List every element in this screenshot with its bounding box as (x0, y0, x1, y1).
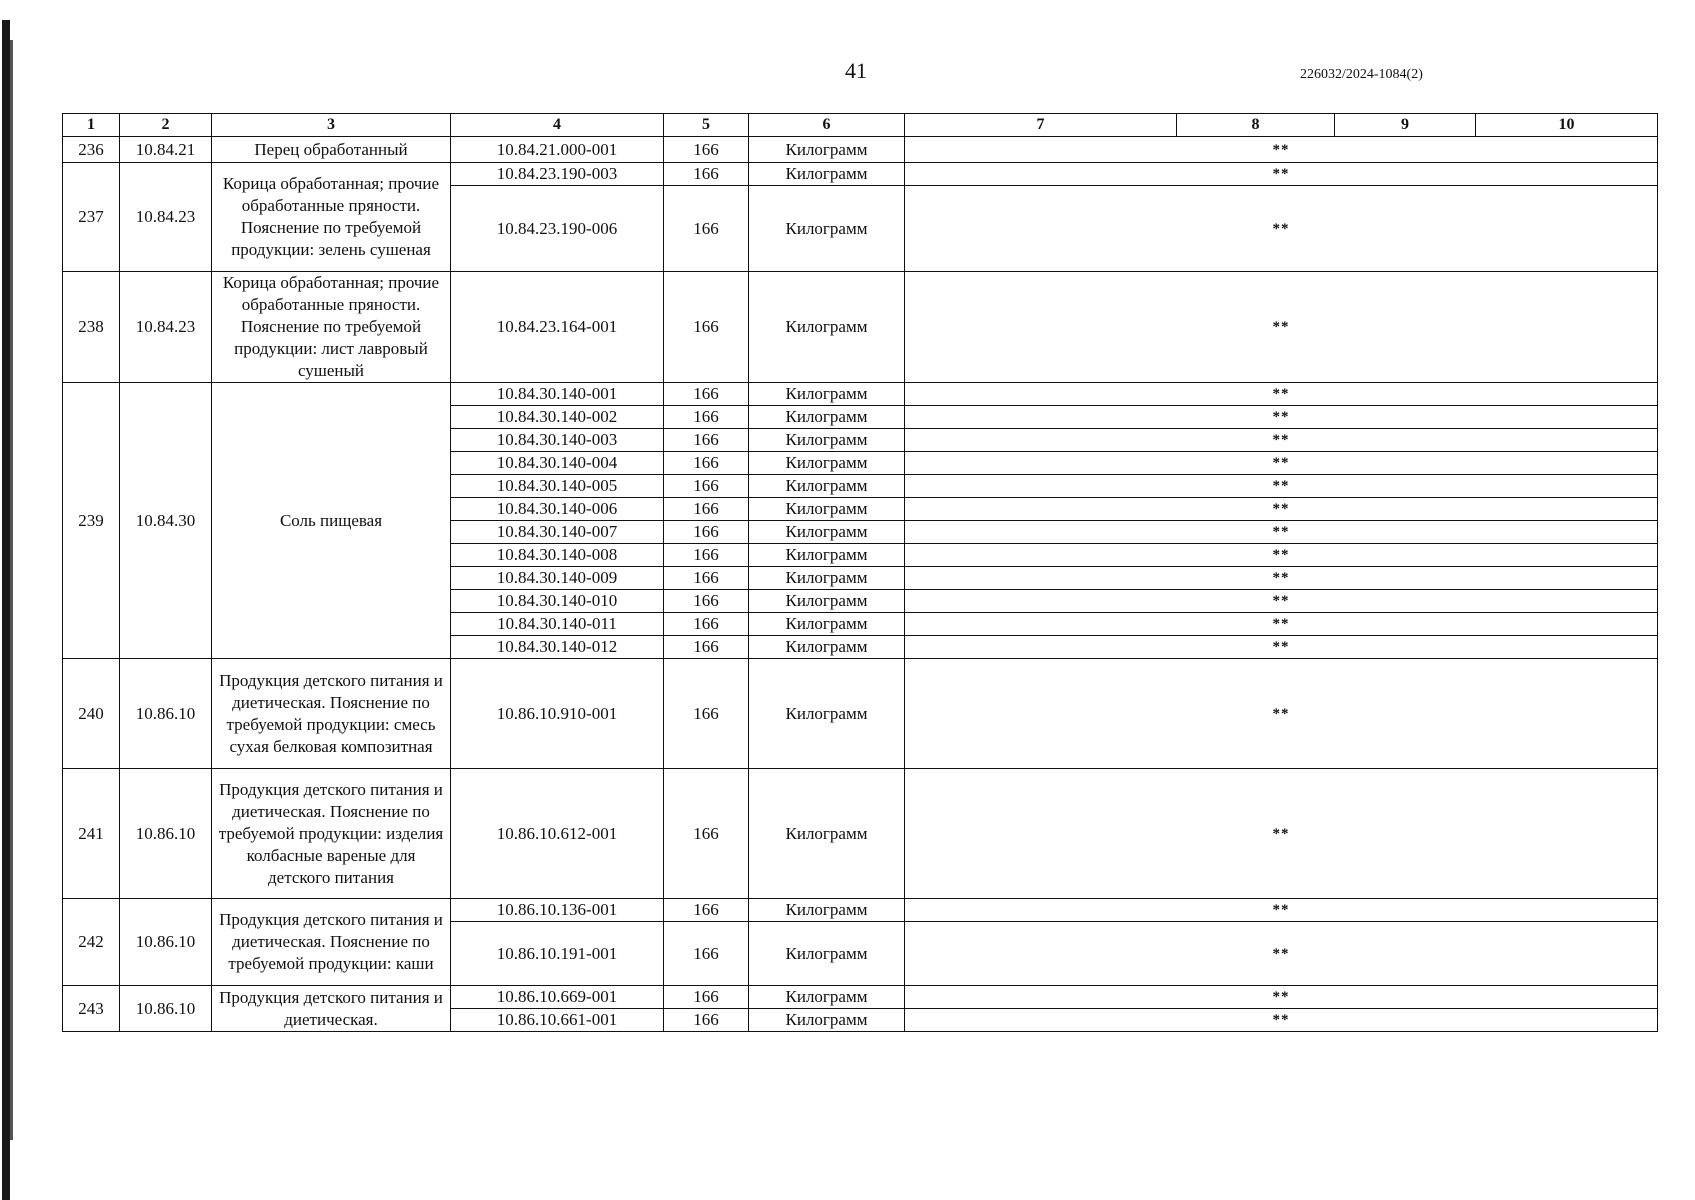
table-row (63, 769, 1658, 899)
row-number: 243 (63, 986, 120, 1032)
scan-edge (2, 20, 10, 1200)
stars-cell: ** (905, 636, 1658, 659)
row-number: 240 (63, 659, 120, 769)
stars-cell: ** (905, 922, 1658, 986)
unit-code: 166 (664, 613, 749, 636)
okpd-code: 10.84.23 (120, 272, 212, 383)
column-header-3: 3 (212, 114, 451, 137)
document-id: 226032/2024-1084(2) (1300, 67, 1423, 82)
column-header-5: 5 (664, 114, 749, 137)
okpd-code: 10.84.23 (120, 163, 212, 272)
product-name: Продукция детского питания и диетическая. Пояснение по требуемой продукции: изделия колбасные вареные для детского питания (212, 769, 451, 899)
ktru-code: 10.86.10.191-001 (451, 922, 664, 986)
unit-code: 166 (664, 986, 749, 1009)
ktru-code: 10.84.21.000-001 (451, 137, 664, 163)
unit-code: 166 (664, 521, 749, 544)
table-row (63, 659, 1658, 769)
stars-cell: ** (905, 769, 1658, 899)
row-number: 239 (63, 383, 120, 659)
table-row (63, 383, 1658, 406)
row-number: 236 (63, 137, 120, 163)
okpd-code: 10.86.10 (120, 899, 212, 986)
ktru-code: 10.84.30.140-008 (451, 544, 664, 567)
column-header-4: 4 (451, 114, 664, 137)
page-number: 41 (845, 58, 867, 83)
unit-name: Килограмм (749, 613, 905, 636)
products-table (62, 113, 1658, 1032)
ktru-code: 10.84.30.140-010 (451, 590, 664, 613)
stars-cell: ** (905, 899, 1658, 922)
unit-name: Килограмм (749, 922, 905, 986)
column-header-6: 6 (749, 114, 905, 137)
unit-code: 166 (664, 163, 749, 186)
stars-cell: ** (905, 498, 1658, 521)
unit-code: 166 (664, 429, 749, 452)
unit-code: 166 (664, 899, 749, 922)
header-row (63, 114, 1658, 137)
ktru-code: 10.84.23.190-006 (451, 186, 664, 272)
unit-code: 166 (664, 475, 749, 498)
stars-cell: ** (905, 544, 1658, 567)
row-number: 237 (63, 163, 120, 272)
unit-code: 166 (664, 922, 749, 986)
unit-name: Килограмм (749, 272, 905, 383)
column-header-8: 8 (1177, 114, 1335, 137)
product-name: Продукция детского питания и диетическая. (212, 986, 451, 1032)
okpd-code: 10.86.10 (120, 986, 212, 1032)
unit-code: 166 (664, 659, 749, 769)
ktru-code: 10.84.30.140-011 (451, 613, 664, 636)
unit-code: 166 (664, 137, 749, 163)
column-header-1: 1 (63, 114, 120, 137)
row-number: 242 (63, 899, 120, 986)
ktru-code: 10.86.10.612-001 (451, 769, 664, 899)
unit-name: Килограмм (749, 498, 905, 521)
column-header-7: 7 (905, 114, 1177, 137)
okpd-code: 10.84.21 (120, 137, 212, 163)
unit-name: Килограмм (749, 636, 905, 659)
table-row (63, 137, 1658, 163)
stars-cell: ** (905, 406, 1658, 429)
unit-name: Килограмм (749, 137, 905, 163)
unit-name: Килограмм (749, 186, 905, 272)
unit-name: Килограмм (749, 769, 905, 899)
ktru-code: 10.84.30.140-012 (451, 636, 664, 659)
unit-name: Килограмм (749, 544, 905, 567)
stars-cell: ** (905, 521, 1658, 544)
ktru-code: 10.86.10.661-001 (451, 1009, 664, 1032)
unit-name: Килограмм (749, 429, 905, 452)
table-row (63, 163, 1658, 186)
unit-code: 166 (664, 769, 749, 899)
stars-cell: ** (905, 272, 1658, 383)
table-row (63, 986, 1658, 1009)
table-header (63, 114, 1658, 137)
ktru-code: 10.86.10.669-001 (451, 986, 664, 1009)
row-number: 238 (63, 272, 120, 383)
unit-name: Килограмм (749, 163, 905, 186)
unit-name: Килограмм (749, 590, 905, 613)
unit-code: 166 (664, 1009, 749, 1032)
unit-name: Килограмм (749, 659, 905, 769)
product-name: Соль пищевая (212, 383, 451, 659)
unit-code: 166 (664, 544, 749, 567)
unit-code: 166 (664, 567, 749, 590)
row-number: 241 (63, 769, 120, 899)
ktru-code: 10.84.30.140-009 (451, 567, 664, 590)
stars-cell: ** (905, 986, 1658, 1009)
stars-cell: ** (905, 452, 1658, 475)
okpd-code: 10.86.10 (120, 769, 212, 899)
unit-code: 166 (664, 452, 749, 475)
stars-cell: ** (905, 186, 1658, 272)
stars-cell: ** (905, 567, 1658, 590)
ktru-code: 10.84.30.140-006 (451, 498, 664, 521)
stars-cell: ** (905, 429, 1658, 452)
ktru-code: 10.84.23.190-003 (451, 163, 664, 186)
scan-edge-shadow (10, 40, 13, 1140)
ktru-code: 10.84.30.140-003 (451, 429, 664, 452)
column-header-9: 9 (1335, 114, 1476, 137)
product-name: Корица обработанная; прочие обработанные пряности. Пояснение по требуемой продукции: зелень сушеная (212, 163, 451, 272)
unit-name: Килограмм (749, 475, 905, 498)
unit-name: Килограмм (749, 521, 905, 544)
unit-name: Килограмм (749, 899, 905, 922)
column-header-2: 2 (120, 114, 212, 137)
stars-cell: ** (905, 475, 1658, 498)
ktru-code: 10.84.30.140-001 (451, 383, 664, 406)
unit-code: 166 (664, 383, 749, 406)
unit-code: 166 (664, 186, 749, 272)
unit-code: 166 (664, 590, 749, 613)
product-name: Перец обработанный (212, 137, 451, 163)
okpd-code: 10.86.10 (120, 659, 212, 769)
stars-cell: ** (905, 383, 1658, 406)
unit-name: Килограмм (749, 452, 905, 475)
unit-name: Килограмм (749, 383, 905, 406)
table-row (63, 899, 1658, 922)
unit-name: Килограмм (749, 986, 905, 1009)
ktru-code: 10.84.30.140-002 (451, 406, 664, 429)
ktru-code: 10.86.10.136-001 (451, 899, 664, 922)
unit-code: 166 (664, 406, 749, 429)
stars-cell: ** (905, 1009, 1658, 1032)
product-name: Корица обработанная; прочие обработанные пряности. Пояснение по требуемой продукции: лист лавровый сушеный (212, 272, 451, 383)
stars-cell: ** (905, 590, 1658, 613)
ktru-code: 10.84.23.164-001 (451, 272, 664, 383)
column-header-10: 10 (1476, 114, 1658, 137)
table-body (63, 137, 1658, 1032)
unit-name: Килограмм (749, 567, 905, 590)
product-name: Продукция детского питания и диетическая. Пояснение по требуемой продукции: смесь сухая белковая композитная (212, 659, 451, 769)
unit-name: Килограмм (749, 406, 905, 429)
table-row (63, 272, 1658, 383)
ktru-code: 10.84.30.140-004 (451, 452, 664, 475)
unit-code: 166 (664, 272, 749, 383)
okpd-code: 10.84.30 (120, 383, 212, 659)
unit-code: 166 (664, 636, 749, 659)
stars-cell: ** (905, 613, 1658, 636)
ktru-code: 10.86.10.910-001 (451, 659, 664, 769)
stars-cell: ** (905, 163, 1658, 186)
ktru-code: 10.84.30.140-005 (451, 475, 664, 498)
unit-code: 166 (664, 498, 749, 521)
product-name: Продукция детского питания и диетическая. Пояснение по требуемой продукции: каши (212, 899, 451, 986)
unit-name: Килограмм (749, 1009, 905, 1032)
stars-cell: ** (905, 659, 1658, 769)
stars-cell: ** (905, 137, 1658, 163)
ktru-code: 10.84.30.140-007 (451, 521, 664, 544)
